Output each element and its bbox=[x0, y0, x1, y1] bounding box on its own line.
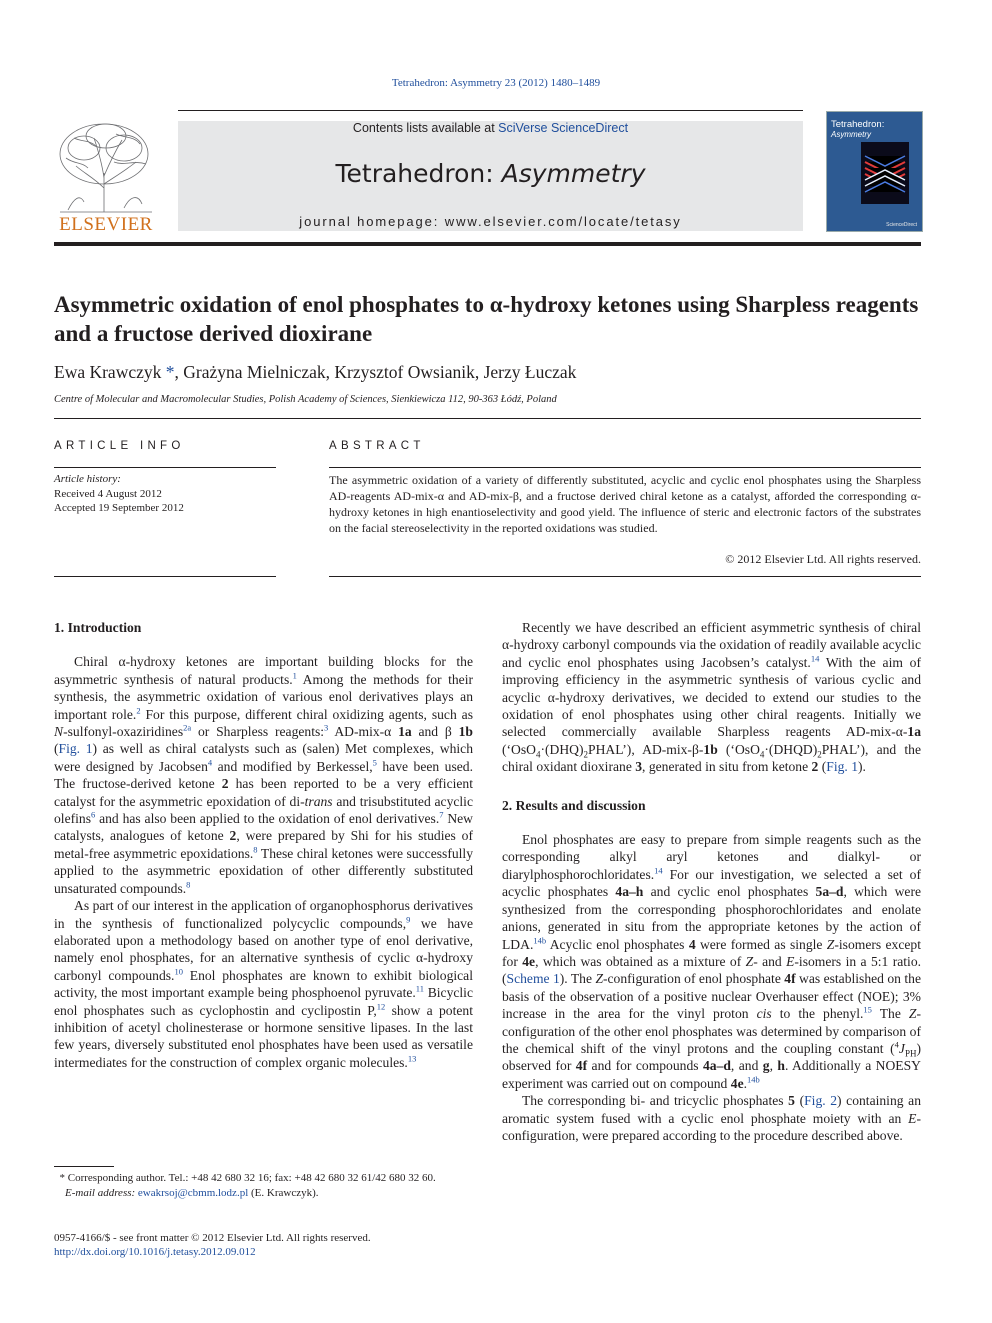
abstract-copyright: © 2012 Elsevier Ltd. All rights reserved. bbox=[725, 552, 921, 566]
cover-art-icon bbox=[861, 142, 909, 204]
article-title: Asymmetric oxidation of enol phosphates to α-hydroxy ketones using Sharpless reagents and a fructose derived dioxirane bbox=[54, 292, 919, 346]
doi-link[interactable]: http://dx.doi.org/10.1016/j.tetasy.2012.09.012 bbox=[54, 1246, 256, 1258]
footnote-rule bbox=[54, 1166, 114, 1167]
corresponding-star[interactable]: * bbox=[165, 362, 175, 382]
article-info-rule-bottom bbox=[54, 576, 276, 577]
intro-paragraph-1: Chiral α-hydroxy ketones are important building blocks for the asymmetric synthesis of natural products.$^1$ Among the methods for their synthesis, the asymmetric oxidation of various enol derivatives plays an important role.$^2$ For this purpose, different chiral oxidizing agents, such as N-sulfonyl-oxaziridines$^{2a}$ or Sharpless reagents:$^3$ AD-mix-α 1a and β 1b (Fig. 1) as well as chiral catalysts such as (salen) Met complexes, which were designed by Jacobsen$^4$ and modified by Berkessel,$^5$ have been used. The fructose-derived ketone 2 has been reported to be a very efficient catalyst for the asymmetric epoxidation of di-trans and trisubstituted acyclic olefins$^6$ and has also been applied to the oxidation of enol derivatives.$^7$ New catalysts, analogues of ketone 2, were prepared by Shi for his studies of metal-free asymmetric epoxidations.$^8$ These chiral ketones were successfully applied to the asymmetric epoxidation of other differently substituted unsaturated compounds.$^8$ bbox=[54, 654, 474, 896]
journal-masthead bbox=[178, 121, 803, 231]
author-list bbox=[54, 362, 576, 383]
cover-title: Tetrahedron: Asymmetry bbox=[831, 119, 885, 139]
accepted-date: Accepted 19 September 2012 bbox=[54, 502, 184, 514]
contents-line: Contents lists available at SciVerse ScienceDirect bbox=[352, 121, 629, 135]
sciencedirect-link[interactable]: SciVerse ScienceDirect bbox=[498, 121, 629, 135]
results-heading: 2. Results and discussion bbox=[502, 797, 646, 813]
front-matter bbox=[54, 1231, 473, 1259]
intro-heading: 1. Introduction bbox=[54, 620, 142, 635]
elsevier-wordmark: ELSEVIER bbox=[59, 214, 153, 235]
intro-paragraph-2: As part of our interest in the application of organophosphorus derivatives in the synthesis of functionalized polycyclic compounds,$^9$ we have elaborated upon a methodology based on another type of enol derivative, namely enol phosphates, for an alternative synthesis of cyclic α-hydroxy carbonyl compounds.$^{10}$ Enol phosphates are known to exhibit biological activity, the most important example being phosphoenol pyruvate.$^{11}$ Bicyclic enol phosphates such as cyclophostin and cyclipostin P,$^{12}$ show a potent inhibition of acetyl cholinesterase or hormone sensitive lipases. In the last few years, diversely substituted enol phosphates have been used as versatile intermediates for the construction of complex organic molecules.$^{13}$ bbox=[54, 898, 473, 1070]
journal-title: Tetrahedron: Asymmetry bbox=[335, 159, 646, 188]
body-column-right bbox=[502, 619, 921, 1144]
affiliation-rule bbox=[54, 418, 921, 419]
journal-citation[interactable]: Tetrahedron: Asymmetry 23 (2012) 1480–1489 bbox=[391, 77, 601, 89]
abstract-heading: ABSTRACT bbox=[329, 440, 425, 452]
abstract-text: The asymmetric oxidation of a variety of differently substituted, acyclic and cyclic enol phosphates using the Sharpless AD-reagents AD-mix-α and AD-mix-β, and a fructose derived chiral ketone as a catalyst, afforded the corresponding α-hydroxy ketones in high enantioselectivity and good yield. The influence of steric and electronic factors of the substrates on the facial stereoselectivity in the reported oxidations was studied. bbox=[329, 473, 921, 535]
header-rule bbox=[178, 110, 803, 111]
intro-paragraph-3: Recently we have described an efficient asymmetric synthesis of chiral α-hydroxy carbonyl compounds via the oxidation of readily available acyclic and cyclic enol phosphates using Jacobsen’s catalyst.$^{14}$ With the aim of improving efficiency in the asymmetric synthesis of various cyclic and acyclic α-hydroxy derivatives, we decided to extend our studies to the oxidation of enol phosphates using other chiral reagents. Initially we selected commercially available Sharpless reagents AD-mix-α-1a $(‘OsO_4\cdot(DHQ)_2PHAL’)$, AD-mix-β-1b $(‘OsO_4\cdot(DHQD)_2PHAL’)$, and the chiral oxidant dioxirane 3, generated in situ from ketone 2 (Fig. 1). bbox=[502, 620, 921, 775]
affiliation: Centre of Molecular and Macromolecular Studies, Polish Academy of Sciences, Sienkiewicza 112, 90-363 Łódź, Poland bbox=[54, 394, 557, 405]
results-paragraph-1: Enol phosphates are easy to prepare from simple reagents such as the corresponding alkyl aryl ketones and dialkyl- or diarylphosphorochloridates.$^{14}$ For our investigation, we selected a set of acyclic phosphates 4a–h and cyclic enol phosphates 5a–d, which were synthesized from the corresponding phosphorochloridates and enolate anions, generated in situ from the appropriate ketones by the action of LDA.$^{14b}$ Acyclic enol phosphates 4 were formed as single Z-isomers except for 4e, which was obtained as a mixture of Z- and E-isomers in a 5:1 ratio. (Scheme 1). The Z-configuration of enol phosphate 4f was established on the basis of the observation of a positive nuclear Overhauser effect (NOE); 3% increase in the area for the vinyl proton cis to the phenyl.$^{15}$ The Z-configuration of the other enol phosphates was determined by comparison of the chemical shift of the vinyl protons and the coupling constant $(^4J_{PH})$ observed for 4f and for compounds 4a–d, and g, h. Additionally a NOESY experiment was carried out on compound 4e.$^{14b}$ bbox=[502, 832, 922, 1091]
masthead-bar bbox=[54, 242, 921, 246]
email-footnote: E-mail address: ewakrsoj@cbmm.lodz.pl (E. Krawczyk). bbox=[65, 1187, 319, 1199]
abstract-rule-bottom bbox=[329, 576, 921, 577]
corresponding-footnote: * Corresponding author. Tel.: +48 42 680 32 16; fax: +48 42 680 32 61/42 680 32 60. bbox=[54, 1172, 436, 1184]
email-link[interactable]: ewakrsoj@cbmm.lodz.pl bbox=[137, 1187, 249, 1199]
article-info-rule-top bbox=[54, 467, 276, 468]
author-corresponding[interactable]: Ewa Krawczyk bbox=[54, 362, 162, 382]
abstract-rule-top bbox=[329, 467, 921, 468]
author-others: , Grażyna Mielniczak, Krzysztof Owsianik, Jerzy Łuczak bbox=[174, 362, 577, 382]
cover-footer: ScienceDirect bbox=[886, 222, 917, 228]
elsevier-logo bbox=[54, 118, 158, 236]
article-info-heading: ARTICLE INFO bbox=[54, 440, 185, 452]
journal-cover[interactable] bbox=[826, 111, 923, 232]
article-history bbox=[54, 472, 184, 516]
footnote bbox=[54, 1171, 473, 1201]
issn-line: 0957-4166/$ - see front matter © 2012 Elsevier Ltd. All rights reserved. bbox=[54, 1232, 371, 1244]
body-column-left bbox=[54, 619, 473, 1071]
history-label: Article history: bbox=[54, 473, 121, 485]
received-date: Received 4 August 2012 bbox=[54, 487, 162, 500]
elsevier-tree-icon bbox=[54, 118, 158, 214]
journal-homepage[interactable]: journal homepage: www.elsevier.com/locate/tetasy bbox=[299, 214, 682, 229]
results-paragraph-2: The corresponding bi- and tricyclic phosphates 5 (Fig. 2) containing an aromatic system fused with a cyclic enol phosphate moiety with an E-configuration, were prepared according to the procedure described above. bbox=[502, 1093, 921, 1143]
